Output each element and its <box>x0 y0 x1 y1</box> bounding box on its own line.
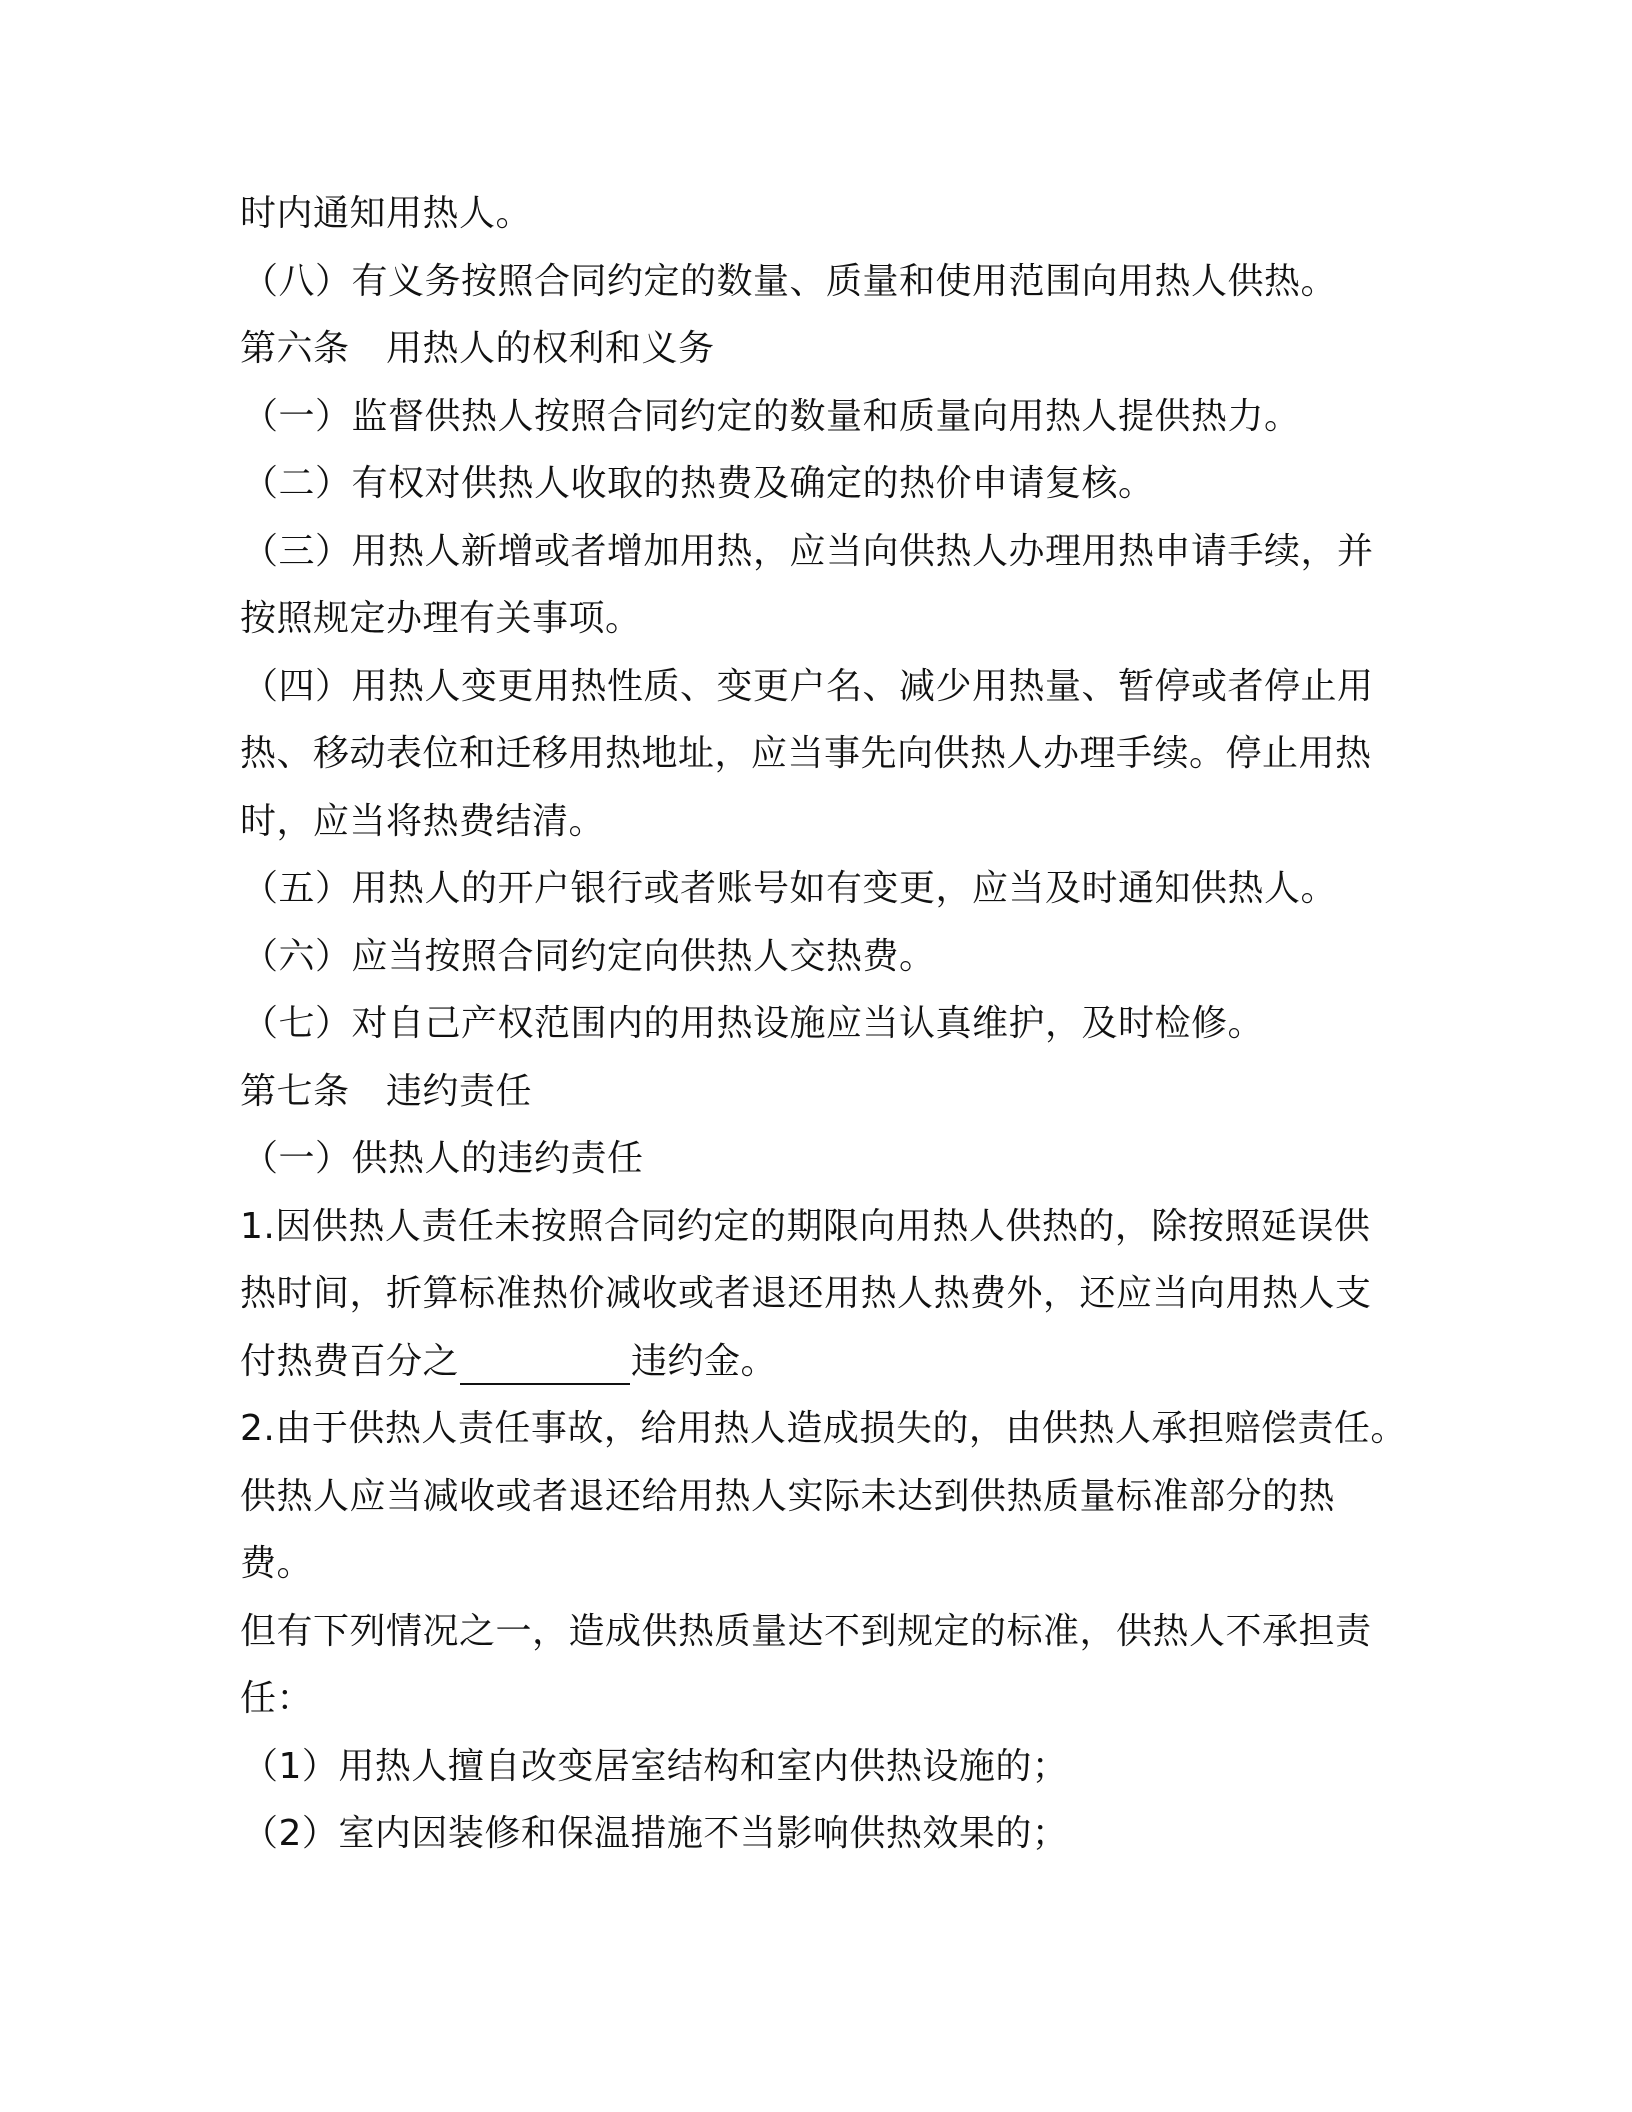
penalty-text-before: 付热费百分之 <box>240 1340 460 1382</box>
exception-item-1: （1）用热人擅自改变居室结构和室内供热设施的； <box>242 1745 1069 1787</box>
text-line: 任： <box>240 1678 314 1719</box>
exception-item-2: （2）室内因装修和保温措施不当影响供热效果的； <box>242 1813 1069 1854</box>
text-line: 热时间，折算标准热价减收或者退还用热人热费外，还应当向用热人支 <box>240 1273 1372 1314</box>
text-line: 时，应当将热费结清。 <box>240 800 606 842</box>
text-line: 时内通知用热人。 <box>240 193 533 234</box>
clause-item-3: （三）用热人新增或者增加用热，应当向供热人办理用热申请手续，并 <box>242 530 1374 572</box>
clause-item-5: （五）用热人的开户银行或者账号如有变更，应当及时通知供热人。 <box>242 868 1338 909</box>
penalty-text-after: 违约金。 <box>631 1340 778 1382</box>
clause-item-8: （八）有义务按照合同约定的数量、质量和使用范围向用热人供热。 <box>242 260 1338 302</box>
text-line: 按照规定办理有关事项。 <box>240 598 642 639</box>
clause-item-4: （四）用热人变更用热性质、变更户名、减少用热量、暂停或者停止用 <box>242 665 1374 707</box>
clause-item-7: （七）对自己产权范围内的用热设施应当认真维护，及时检修。 <box>242 1003 1265 1044</box>
fill-in-blank[interactable] <box>460 1343 630 1385</box>
text-line: 1.因供热人责任未按照合同约定的期限向用热人供热的，除按照延误供 <box>240 1205 1371 1247</box>
text-line: 但有下列情况之一，造成供热质量达不到规定的标准，供热人不承担责 <box>240 1610 1372 1652</box>
text-line: 供热人应当减收或者退还给用热人实际未达到供热质量标准部分的热 <box>240 1475 1336 1517</box>
subsection-heading: （一）供热人的违约责任 <box>242 1138 644 1179</box>
text-line: 热、移动表位和迁移用热地址，应当事先向供热人办理手续。停止用热 <box>240 733 1372 774</box>
article-6-heading: 第六条 用热人的权利和义务 <box>240 328 715 369</box>
article-7-heading: 第七条 违约责任 <box>240 1070 533 1112</box>
penalty-line <box>240 1328 1400 1396</box>
text-line: 2.由于供热人责任事故，给用热人造成损失的，由供热人承担赔偿责任。 <box>240 1408 1407 1449</box>
document-page <box>240 180 1407 1868</box>
clause-item-2: （二）有权对供热人收取的热费及确定的热价申请复核。 <box>242 463 1155 504</box>
clause-item-6: （六）应当按照合同约定向供热人交热费。 <box>242 935 936 977</box>
text-line: 费。 <box>240 1543 314 1584</box>
clause-item-1: （一）监督供热人按照合同约定的数量和质量向用热人提供热力。 <box>242 395 1301 437</box>
